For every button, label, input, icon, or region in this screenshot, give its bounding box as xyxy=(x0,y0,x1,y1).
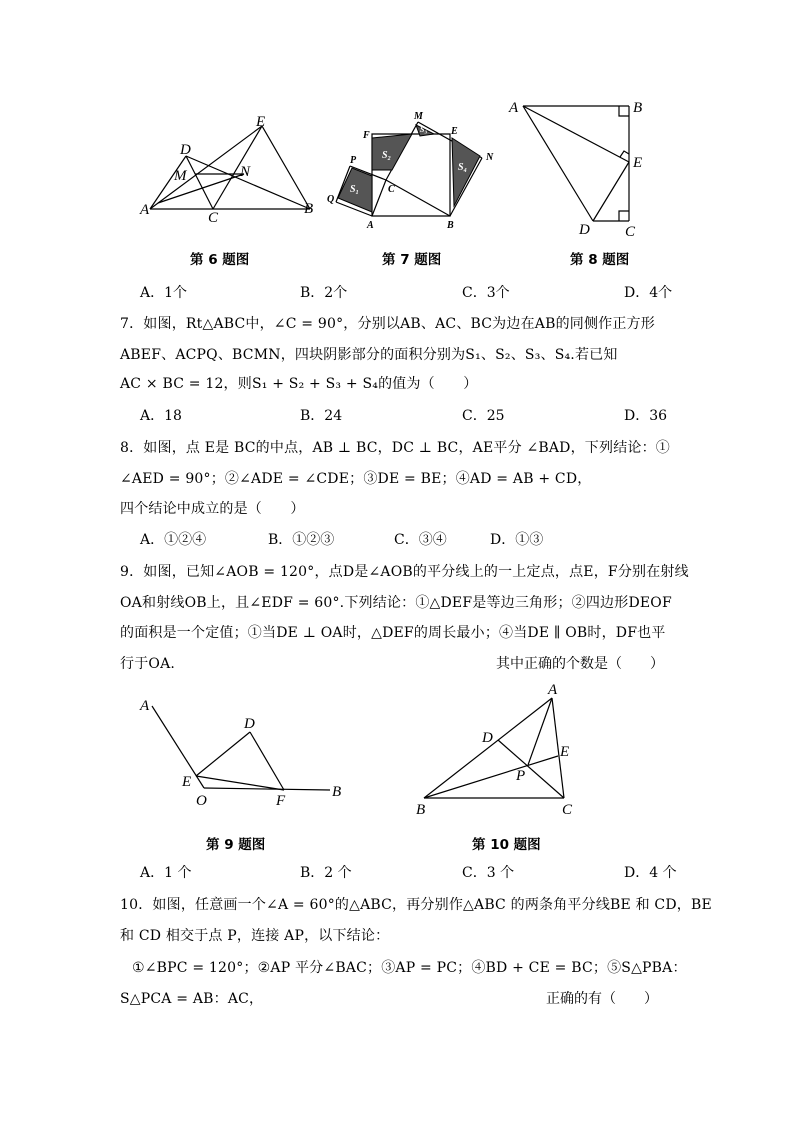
q9-option-a[interactable]: A．1 个 xyxy=(140,865,192,881)
fig9-label-O: O xyxy=(196,793,207,809)
q8-option-a[interactable]: A．①②④ xyxy=(140,532,207,548)
figure-7-caption: 第 7 题图 xyxy=(382,252,442,268)
fig8-label-B: B xyxy=(633,100,643,116)
fig6-label-A: A xyxy=(140,202,150,218)
q9-option-c[interactable]: C．3 个 xyxy=(462,865,515,881)
figure-6-diagram xyxy=(140,112,330,226)
figure-9-diagram xyxy=(140,692,350,812)
q9-option-d[interactable]: D．4 个 xyxy=(624,865,677,881)
q9-text-line-1: 9．如图，已知∠AOB = 120°，点D是∠AOB的平分线上的一上定点，点E，F分别在射线 xyxy=(120,564,689,580)
fig9-label-F: F xyxy=(276,793,286,809)
fig7-label-E: E xyxy=(451,126,458,137)
figure-6-caption: 第 6 题图 xyxy=(190,252,250,268)
q6-option-b[interactable]: B．2个 xyxy=(300,285,348,301)
q8-option-d[interactable]: D．①③ xyxy=(490,532,544,548)
fig8-label-C: C xyxy=(625,224,636,240)
q9-option-b[interactable]: B．2 个 xyxy=(300,865,352,881)
q9-text-line-3: 的面积是一个定值；①当DE ⊥ OA时，△DEF的周长最小；④当DE ∥ OB时，DF也平 xyxy=(120,625,666,641)
fig9-label-E: E xyxy=(182,774,192,790)
q9-text-line-2: OA和射线OB上，且∠EDF = 60°.下列结论：①△DEF是等边三角形；②四边形DEOF xyxy=(120,595,672,611)
q10-text-line-4b: 正确的有（ ） xyxy=(546,991,658,1007)
q7-text-line-3: AC × BC = 12，则S₁ + S₂ + S₃ + S₄的值为（ ） xyxy=(120,376,478,392)
fig6-label-C: C xyxy=(208,210,219,226)
q8-text-line-1: 8．如图，点 E是 BC的中点，AB ⊥ BC，DC ⊥ BC，AE平分 ∠BAD，下列结论：① xyxy=(120,440,671,456)
q7-option-a[interactable]: A．18 xyxy=(140,408,182,424)
fig7-label-A: A xyxy=(367,220,374,231)
fig6-label-M: M xyxy=(174,168,187,184)
figure-9-caption: 第 9 题图 xyxy=(206,837,266,853)
q8-text-line-2: ∠AED = 90°；②∠ADE = ∠CDE；③DE = BE；④AD = AB + CD， xyxy=(120,471,592,487)
fig7-label-N: N xyxy=(486,152,494,163)
q10-text-line-4a: S△PCA = AB：AC， xyxy=(120,991,264,1007)
fig7-label-Q: Q xyxy=(327,194,335,205)
fig10-label-E: E xyxy=(560,744,570,760)
fig7-label-C: C xyxy=(388,184,395,195)
q7-text-line-2: ABEF、ACPQ、BCMN，四块阴影部分的面积分别为S₁、S₂、S₃、S₄.若已知 xyxy=(120,347,618,363)
q8-option-c[interactable]: C．③④ xyxy=(394,532,447,548)
q10-text-line-1: 10．如图，任意画一个∠A = 60°的△ABC，再分别作△ABC 的两条角平分线BE 和 CD，BE xyxy=(120,897,712,913)
q10-text-line-2: 和 CD 相交于点 P，连接 AP，以下结论： xyxy=(120,928,390,944)
q10-text-line-3: ①∠BPC = 120°；②AP 平分∠BAC；③AP = PC；④BD + CE = BC；⑤S△PBA： xyxy=(132,960,687,976)
fig10-label-B: B xyxy=(416,802,426,818)
fig7-label-S4: S₄ xyxy=(458,162,468,173)
fig10-label-P: P xyxy=(516,768,526,784)
fig6-label-D: D xyxy=(180,142,191,158)
figure-7-diagram xyxy=(327,108,510,233)
q8-text-line-3: 四个结论中成立的是（ ） xyxy=(120,501,305,517)
fig9-label-D: D xyxy=(244,716,255,732)
figure-8-caption: 第 8 题图 xyxy=(570,252,630,268)
q7-option-d[interactable]: D．36 xyxy=(624,408,668,424)
fig7-label-S3: S₃ xyxy=(420,125,428,134)
figure-10-caption: 第 10 题图 xyxy=(472,837,541,853)
fig6-label-B: B xyxy=(304,201,314,217)
fig6-label-N: N xyxy=(240,164,251,180)
q7-option-c[interactable]: C．25 xyxy=(462,408,505,424)
fig10-label-A: A xyxy=(548,682,558,698)
fig8-label-E: E xyxy=(633,155,643,171)
fig7-label-P: P xyxy=(350,155,357,166)
q9-text-line-4b: 其中正确的个数是（ ） xyxy=(496,656,664,672)
q8-option-b[interactable]: B．①②③ xyxy=(268,532,335,548)
fig7-label-B: B xyxy=(447,220,454,231)
fig10-label-D: D xyxy=(482,730,493,746)
fig9-label-A: A xyxy=(140,698,150,714)
figure-10-diagram xyxy=(410,680,590,820)
fig9-label-B: B xyxy=(332,784,342,800)
fig10-label-C: C xyxy=(562,802,573,818)
q7-text-line-1: 7．如图，Rt△ABC中，∠C = 90°，分别以AB、AC、BC为边在AB的同侧作正方形 xyxy=(120,316,655,332)
q9-text-line-4a: 行于OA. xyxy=(120,656,176,672)
fig7-label-M: M xyxy=(414,111,423,122)
q6-option-c[interactable]: C．3个 xyxy=(462,285,510,301)
q6-option-a[interactable]: A．1个 xyxy=(140,285,188,301)
fig7-label-F: F xyxy=(363,130,370,141)
fig6-label-E: E xyxy=(256,114,266,130)
fig8-label-D: D xyxy=(579,222,590,238)
fig8-label-A: A xyxy=(509,100,519,116)
fig7-label-S2: S₂ xyxy=(382,150,392,161)
figure-8-diagram xyxy=(505,96,650,241)
q6-option-d[interactable]: D．4个 xyxy=(624,285,673,301)
fig7-label-S1: S₁ xyxy=(350,184,360,195)
q7-option-b[interactable]: B．24 xyxy=(300,408,343,424)
